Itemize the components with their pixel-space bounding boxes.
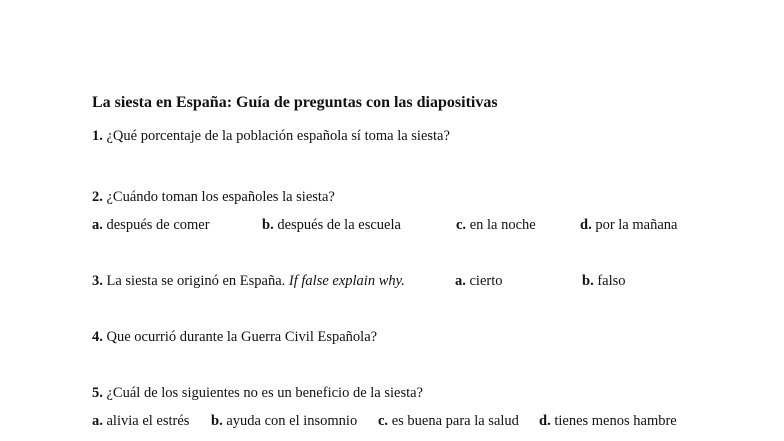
- option-letter: c.: [378, 413, 389, 429]
- option-text: después de comer: [106, 217, 210, 233]
- option-text: después de la escuela: [277, 217, 401, 233]
- option-text: cierto: [469, 273, 503, 289]
- option-letter: a.: [455, 273, 466, 289]
- question-2-option-b: [262, 216, 401, 234]
- option-letter: a.: [92, 413, 103, 429]
- question-2-text: ¿Cuándo toman los españoles la siesta?: [106, 189, 335, 205]
- option-letter: b.: [262, 217, 274, 233]
- question-3-text: La siesta se originó en España.: [106, 273, 286, 289]
- option-letter: c.: [456, 217, 467, 233]
- option-letter: a.: [92, 217, 103, 233]
- option-text: tienes menos hambre: [554, 413, 677, 429]
- question-2-option-c: [456, 216, 536, 234]
- question-2-option-a: [92, 216, 210, 234]
- option-letter: d.: [539, 413, 551, 429]
- question-5-option-b: [211, 412, 357, 430]
- question-2-number: 2.: [92, 189, 103, 205]
- question-3-option-a: [455, 272, 503, 290]
- question-5-option-a: [92, 412, 189, 430]
- question-4-text: Que ocurrió durante la Guerra Civil Española?: [106, 329, 378, 345]
- question-5-option-c: [378, 412, 519, 430]
- question-5: [92, 384, 423, 402]
- question-1: [92, 127, 450, 145]
- question-5-option-d: [539, 412, 677, 430]
- question-5-text: ¿Cuál de los siguientes no es un beneficio de la siesta?: [106, 385, 423, 401]
- question-5-number: 5.: [92, 385, 103, 401]
- question-4-number: 4.: [92, 329, 103, 345]
- option-letter: d.: [580, 217, 592, 233]
- question-3: [92, 272, 405, 290]
- option-text: falso: [597, 273, 626, 289]
- option-text: es buena para la salud: [391, 413, 519, 429]
- option-text: en la noche: [469, 217, 536, 233]
- question-3-option-b: [582, 272, 626, 290]
- question-2-option-d: [580, 216, 677, 234]
- option-text: alivia el estrés: [106, 413, 190, 429]
- question-1-text: ¿Qué porcentaje de la población española sí toma la siesta?: [106, 128, 450, 144]
- option-text: ayuda con el insomnio: [226, 413, 358, 429]
- option-letter: b.: [211, 413, 223, 429]
- option-letter: b.: [582, 273, 594, 289]
- question-2: [92, 188, 335, 206]
- question-1-number: 1.: [92, 128, 103, 144]
- question-3-instruction: If false explain why.: [288, 273, 405, 289]
- option-text: por la mañana: [595, 217, 678, 233]
- document-title: La siesta en España: Guía de preguntas con las diapositivas: [92, 94, 498, 111]
- question-4: [92, 328, 377, 346]
- question-3-number: 3.: [92, 273, 103, 289]
